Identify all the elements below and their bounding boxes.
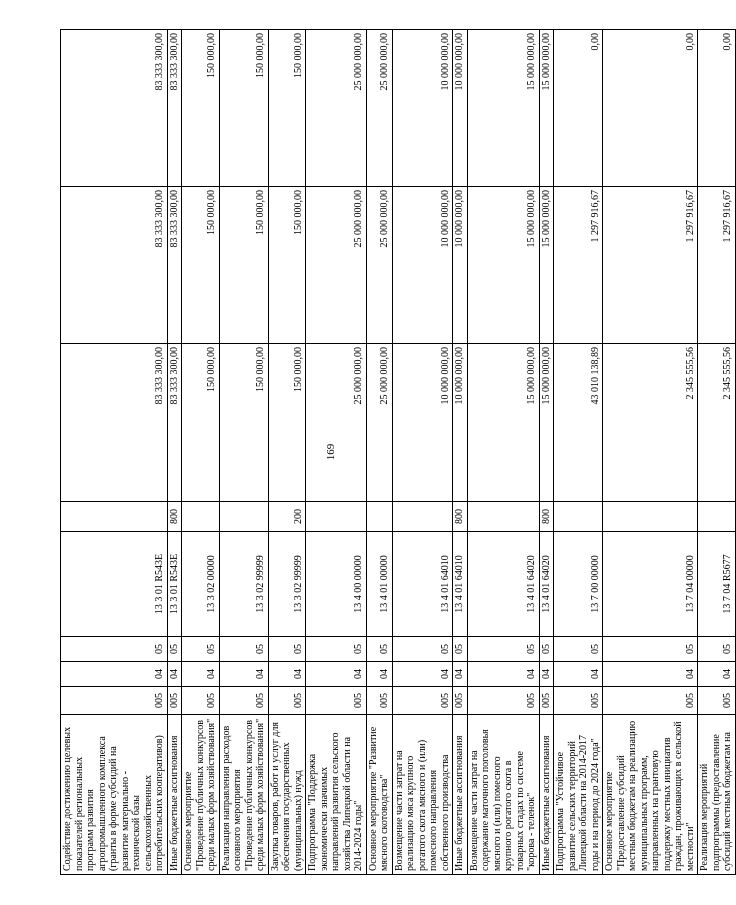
row-value-3: 0,00	[698, 30, 736, 187]
row-ved: 005	[603, 687, 698, 715]
row-value-3: 0,00	[603, 30, 698, 187]
row-value-1: 83 333 300,00	[61, 344, 168, 502]
row-rz: 04	[268, 662, 306, 687]
row-name: Основное мероприятие "Развитие мясного скотоводства"	[366, 715, 392, 875]
row-rz: 04	[306, 662, 367, 687]
row-pr: 05	[554, 637, 603, 662]
row-value-1: 2 345 555,56	[603, 344, 698, 502]
row-value-2: 83 333 300,00	[61, 187, 168, 344]
row-ved: 005	[698, 687, 736, 715]
row-value-2: 15 000 000,00	[539, 187, 554, 344]
row-value-3: 150 000,00	[219, 30, 268, 187]
row-csr: 13 3 02 99999	[268, 532, 306, 637]
table-row	[603, 30, 698, 875]
row-pr: 05	[182, 637, 220, 662]
row-value-2: 150 000,00	[219, 187, 268, 344]
row-pr: 05	[366, 637, 392, 662]
row-name: Иные бюджетные ассигнования	[453, 715, 468, 875]
row-value-3: 83 333 300,00	[61, 30, 168, 187]
row-ved: 005	[366, 687, 392, 715]
row-name: Основное мероприятие "Проведение публичных конкурсов среди малых форм хозяйствования"	[182, 715, 220, 875]
row-value-3: 150 000,00	[268, 30, 306, 187]
row-value-3: 15 000 000,00	[539, 30, 554, 187]
row-ved: 005	[306, 687, 367, 715]
row-name: Реализация мероприятий подпрограммы (предоставление субсидий местным бюджетам на	[698, 715, 736, 875]
row-vr: 800	[539, 502, 554, 532]
row-value-2: 83 333 300,00	[167, 187, 182, 344]
row-value-3: 83 333 300,00	[167, 30, 182, 187]
row-value-1: 10 000 000,00	[453, 344, 468, 502]
row-value-3: 10 000 000,00	[392, 30, 453, 187]
row-value-2: 10 000 000,00	[392, 187, 453, 344]
row-csr: 13 4 01 00000	[366, 532, 392, 637]
row-vr	[219, 502, 268, 532]
row-value-1: 83 333 300,00	[167, 344, 182, 502]
row-pr: 05	[453, 637, 468, 662]
row-vr	[392, 502, 453, 532]
table-row	[392, 30, 453, 875]
row-vr	[61, 502, 168, 532]
row-vr: 800	[167, 502, 182, 532]
row-value-3: 0,00	[554, 30, 603, 187]
row-value-2: 15 000 000,00	[467, 187, 539, 344]
row-value-2: 1 297 916,67	[698, 187, 736, 344]
row-vr: 200	[268, 502, 306, 532]
row-name: Иные бюджетные ассигнования	[539, 715, 554, 875]
row-csr: 13 7 04 00000	[603, 532, 698, 637]
row-vr	[554, 502, 603, 532]
table-row	[306, 30, 367, 875]
row-ved: 005	[554, 687, 603, 715]
row-ved: 005	[539, 687, 554, 715]
table-row	[167, 30, 182, 875]
row-pr: 05	[467, 637, 539, 662]
table-row	[366, 30, 392, 875]
row-name: Подпрограмма "Устойчивое развитие сельских территорий Липецкой области на 2014-2017 годы и на период до 2024 года"	[554, 715, 603, 875]
row-rz: 04	[366, 662, 392, 687]
row-rz: 04	[167, 662, 182, 687]
row-vr	[366, 502, 392, 532]
row-ved: 005	[453, 687, 468, 715]
row-value-1: 25 000 000,00	[306, 344, 367, 502]
row-name: Закупка товаров, работ и услуг для обеспечения государственных (муниципальных) нужд	[268, 715, 306, 875]
row-name: Основное мероприятие "Предоставление субсидий местным бюджетам на реализацию муниципальных программ, направленных на грантовую поддержку местных инициатив граждан, проживающих в сельской местности"	[603, 715, 698, 875]
row-pr: 05	[167, 637, 182, 662]
row-pr: 05	[268, 637, 306, 662]
row-value-2: 25 000 000,00	[306, 187, 367, 344]
row-rz: 04	[603, 662, 698, 687]
budget-table-rotated	[60, 30, 733, 875]
row-value-3: 25 000 000,00	[366, 30, 392, 187]
row-value-2: 1 297 916,67	[554, 187, 603, 344]
table-row	[268, 30, 306, 875]
row-value-1: 10 000 000,00	[392, 344, 453, 502]
row-value-1: 2 345 555,56	[698, 344, 736, 502]
row-rz: 04	[539, 662, 554, 687]
row-csr: 13 4 01 64010	[453, 532, 468, 637]
row-ved: 005	[182, 687, 220, 715]
row-name: Иные бюджетные ассигнования	[167, 715, 182, 875]
row-rz: 04	[61, 662, 168, 687]
row-value-1: 15 000 000,00	[539, 344, 554, 502]
row-name: Подпрограмма "Поддержка экономически значимых направлений развития сельского хозяйства Липецкой области на 2014-2024 годы"	[306, 715, 367, 875]
row-rz: 04	[219, 662, 268, 687]
row-name: Реализация направления расходов основного мероприятия "Проведение публичных конкурсов среди малых форм хозяйствования"	[219, 715, 268, 875]
row-vr	[182, 502, 220, 532]
row-pr: 05	[306, 637, 367, 662]
row-ved: 005	[392, 687, 453, 715]
row-rz: 04	[392, 662, 453, 687]
row-value-1: 15 000 000,00	[467, 344, 539, 502]
row-value-1: 150 000,00	[182, 344, 220, 502]
row-value-2: 150 000,00	[268, 187, 306, 344]
table-row	[467, 30, 539, 875]
page-number: 169	[325, 443, 337, 461]
row-pr: 05	[603, 637, 698, 662]
row-csr: 13 3 02 99999	[219, 532, 268, 637]
row-value-2: 1 297 916,67	[603, 187, 698, 344]
table-row	[554, 30, 603, 875]
row-csr: 13 3 01 R543E	[61, 532, 168, 637]
row-csr: 13 3 01 R543E	[167, 532, 182, 637]
row-vr	[698, 502, 736, 532]
row-value-1: 150 000,00	[219, 344, 268, 502]
row-value-2: 25 000 000,00	[366, 187, 392, 344]
row-vr: 800	[453, 502, 468, 532]
row-ved: 005	[219, 687, 268, 715]
row-pr: 05	[392, 637, 453, 662]
row-rz: 04	[698, 662, 736, 687]
row-value-2: 10 000 000,00	[453, 187, 468, 344]
table-row	[698, 30, 736, 875]
row-value-3: 15 000 000,00	[467, 30, 539, 187]
row-ved: 005	[268, 687, 306, 715]
table-row	[61, 30, 168, 875]
row-value-3: 10 000 000,00	[453, 30, 468, 187]
row-rz: 04	[554, 662, 603, 687]
row-value-1: 25 000 000,00	[366, 344, 392, 502]
table-row	[182, 30, 220, 875]
row-csr: 13 7 00 00000	[554, 532, 603, 637]
table-row	[453, 30, 468, 875]
row-csr: 13 4 01 64020	[539, 532, 554, 637]
row-rz: 04	[467, 662, 539, 687]
row-csr: 13 7 04 R5677	[698, 532, 736, 637]
row-value-3: 25 000 000,00	[306, 30, 367, 187]
row-pr: 05	[698, 637, 736, 662]
row-pr: 05	[539, 637, 554, 662]
row-csr: 13 3 02 00000	[182, 532, 220, 637]
table-row	[219, 30, 268, 875]
row-value-1: 43 010 138,89	[554, 344, 603, 502]
row-ved: 005	[167, 687, 182, 715]
row-csr: 13 4 00 00000	[306, 532, 367, 637]
row-vr	[603, 502, 698, 532]
row-rz: 04	[453, 662, 468, 687]
row-value-1: 150 000,00	[268, 344, 306, 502]
row-csr: 13 4 01 64010	[392, 532, 453, 637]
row-value-2: 150 000,00	[182, 187, 220, 344]
row-name: Возмещение части затрат на содержание маточного поголовья мясного и (или) помесного крупного рогатого скота в товарных стадах по системе "корова - теленок"	[467, 715, 539, 875]
table-row	[539, 30, 554, 875]
row-vr	[467, 502, 539, 532]
row-ved: 005	[467, 687, 539, 715]
row-name: Возмещение части затрат на реализацию мяса крупного рогатого скота мясного и (или) помесного направления собственного производства	[392, 715, 453, 875]
row-rz: 04	[182, 662, 220, 687]
budget-table	[60, 29, 736, 875]
row-value-3: 150 000,00	[182, 30, 220, 187]
row-pr: 05	[219, 637, 268, 662]
row-name: Содействие достижению целевых показателей региональных программ развития агропромышленного комплекса (гранты в форме субсидий на развитие материально - технической базы сельскохозяйственных потребительских кооперативов)	[61, 715, 168, 875]
row-csr: 13 4 01 64020	[467, 532, 539, 637]
row-ved: 005	[61, 687, 168, 715]
row-pr: 05	[61, 637, 168, 662]
row-vr	[306, 502, 367, 532]
